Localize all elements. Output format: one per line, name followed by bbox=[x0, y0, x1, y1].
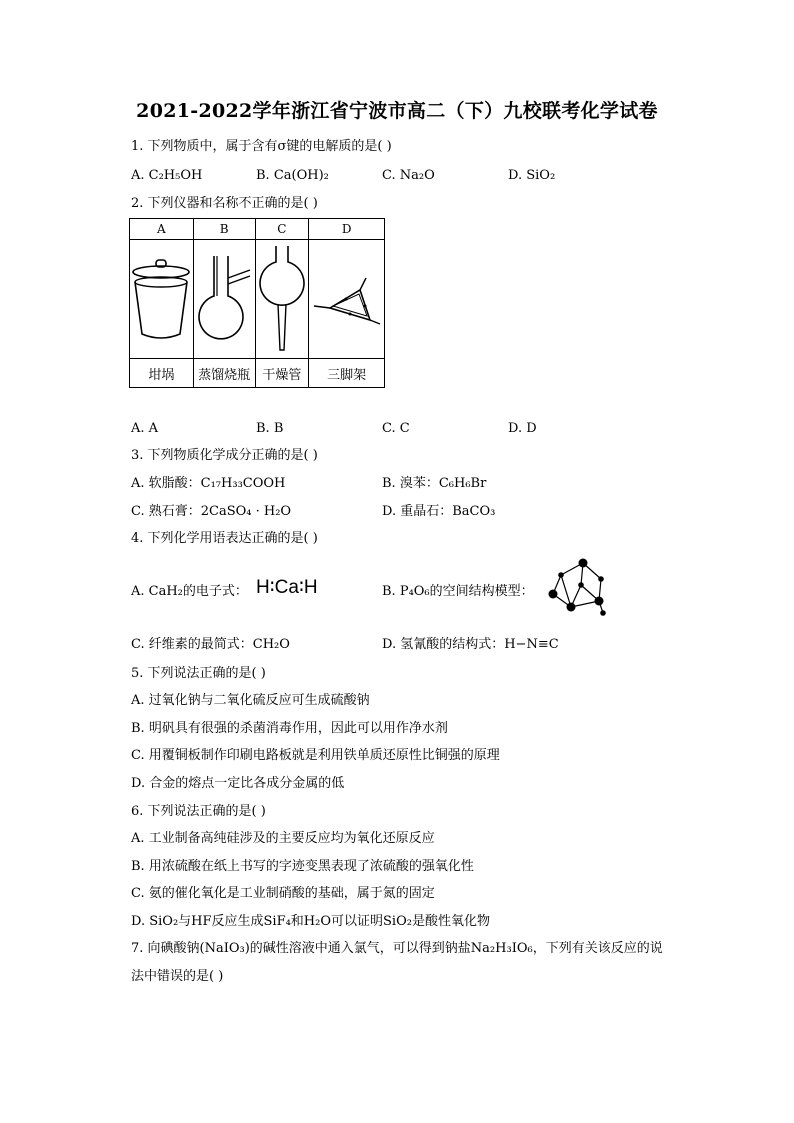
table-header-c: C bbox=[255, 219, 309, 240]
table-header-b: B bbox=[193, 219, 255, 240]
table-header-d: D bbox=[309, 219, 385, 240]
tripod-cell bbox=[309, 240, 385, 359]
q2-option-b: B. B bbox=[256, 421, 284, 436]
q4-option-b-label: B. P₄O₆的空间结构模型： bbox=[382, 584, 534, 599]
q4-option-d: D. 氢氰酸的结构式：H−N≡C bbox=[382, 637, 559, 652]
q3-option-a: A. 软脂酸：C₁₇H₃₃COOH bbox=[131, 476, 286, 491]
q5-stem: 5. 下列说法正确的是( ) bbox=[131, 666, 266, 681]
drying-tube-image bbox=[256, 242, 308, 354]
tripod-image bbox=[310, 242, 384, 354]
page-title: 2021-2022学年浙江省宁波市高二（下）九校联考化学试卷 bbox=[136, 100, 658, 122]
q2-option-a: A. A bbox=[131, 421, 159, 436]
distilling-flask-cell bbox=[193, 240, 255, 359]
q7-stem-line1: 7. 向碘酸钠(NaIO₃)的碱性溶液中通入氯气，可以得到钠盐Na₂H₃IO₆，下列有关该反应的说 bbox=[131, 941, 663, 956]
q6-stem: 6. 下列说法正确的是( ) bbox=[131, 804, 266, 819]
q1-option-c: C. Na₂O bbox=[382, 168, 435, 183]
table-name-b: 蒸馏烧瓶 bbox=[193, 359, 255, 388]
q6-option-b: B. 用浓硫酸在纸上书写的字迹变黑表现了浓硫酸的强氧化性 bbox=[131, 859, 474, 874]
table-header-a: A bbox=[130, 219, 194, 240]
q1-stem: 1. 下列物质中，属于含有σ键的电解质的是( ) bbox=[131, 139, 392, 154]
q6-option-a: A. 工业制备高纯硅涉及的主要反应均为氧化还原反应 bbox=[131, 831, 435, 846]
q3-option-d: D. 重晶石：BaCO₃ bbox=[382, 504, 496, 519]
crucible-image bbox=[130, 242, 192, 354]
q6-option-c: C. 氨的催化氧化是工业制硝酸的基础，属于氮的固定 bbox=[131, 886, 435, 901]
q2-stem: 2. 下列仪器和名称不正确的是( ) bbox=[131, 196, 318, 211]
q6-option-d: D. SiO₂与HF反应生成SiF₄和H₂O可以证明SiO₂是酸性氧化物 bbox=[131, 914, 490, 929]
apparatus-table bbox=[129, 218, 385, 388]
crucible-cell bbox=[130, 240, 194, 359]
table-name-c: 干燥管 bbox=[255, 359, 309, 388]
q4-stem: 4. 下列化学用语表达正确的是( ) bbox=[131, 531, 318, 546]
q3-option-c: C. 熟石膏：2CaSO₄ · H₂O bbox=[131, 504, 292, 519]
q4-option-c: C. 纤维素的最简式：CH₂O bbox=[131, 637, 290, 652]
q1-option-d: D. SiO₂ bbox=[508, 168, 556, 183]
q2-option-d: D. D bbox=[508, 421, 537, 436]
table-name-d: 三脚架 bbox=[309, 359, 385, 388]
q5-option-b: B. 明矾具有很强的杀菌消毒作用，因此可以用作净水剂 bbox=[131, 721, 448, 736]
q3-option-b: B. 溴苯：C₆H₆Br bbox=[382, 476, 487, 491]
table-name-a: 坩埚 bbox=[130, 359, 194, 388]
q4-option-a-label: A. CaH₂的电子式： bbox=[131, 584, 248, 599]
q3-stem: 3. 下列物质化学成分正确的是( ) bbox=[131, 448, 318, 463]
drying-tube-cell bbox=[255, 240, 309, 359]
q5-option-a: A. 过氧化钠与二氧化硫反应可生成硫酸钠 bbox=[131, 693, 370, 708]
q5-option-c: C. 用覆铜板制作印刷电路板就是利用铁单质还原性比铜强的原理 bbox=[131, 748, 500, 763]
q1-option-b: B. Ca(OH)₂ bbox=[256, 168, 329, 183]
q1-option-a: A. C₂H₅OH bbox=[131, 168, 203, 183]
distilling-flask-image bbox=[194, 242, 254, 354]
p4o6-molecule-model bbox=[543, 557, 611, 619]
q4-option-a-formula: H∶Ca∶H bbox=[256, 577, 318, 598]
q7-stem-line2: 法中错误的是( ) bbox=[131, 969, 224, 984]
q5-option-d: D. 合金的熔点一定比各成分金属的低 bbox=[131, 776, 345, 791]
q2-option-c: C. C bbox=[382, 421, 410, 436]
